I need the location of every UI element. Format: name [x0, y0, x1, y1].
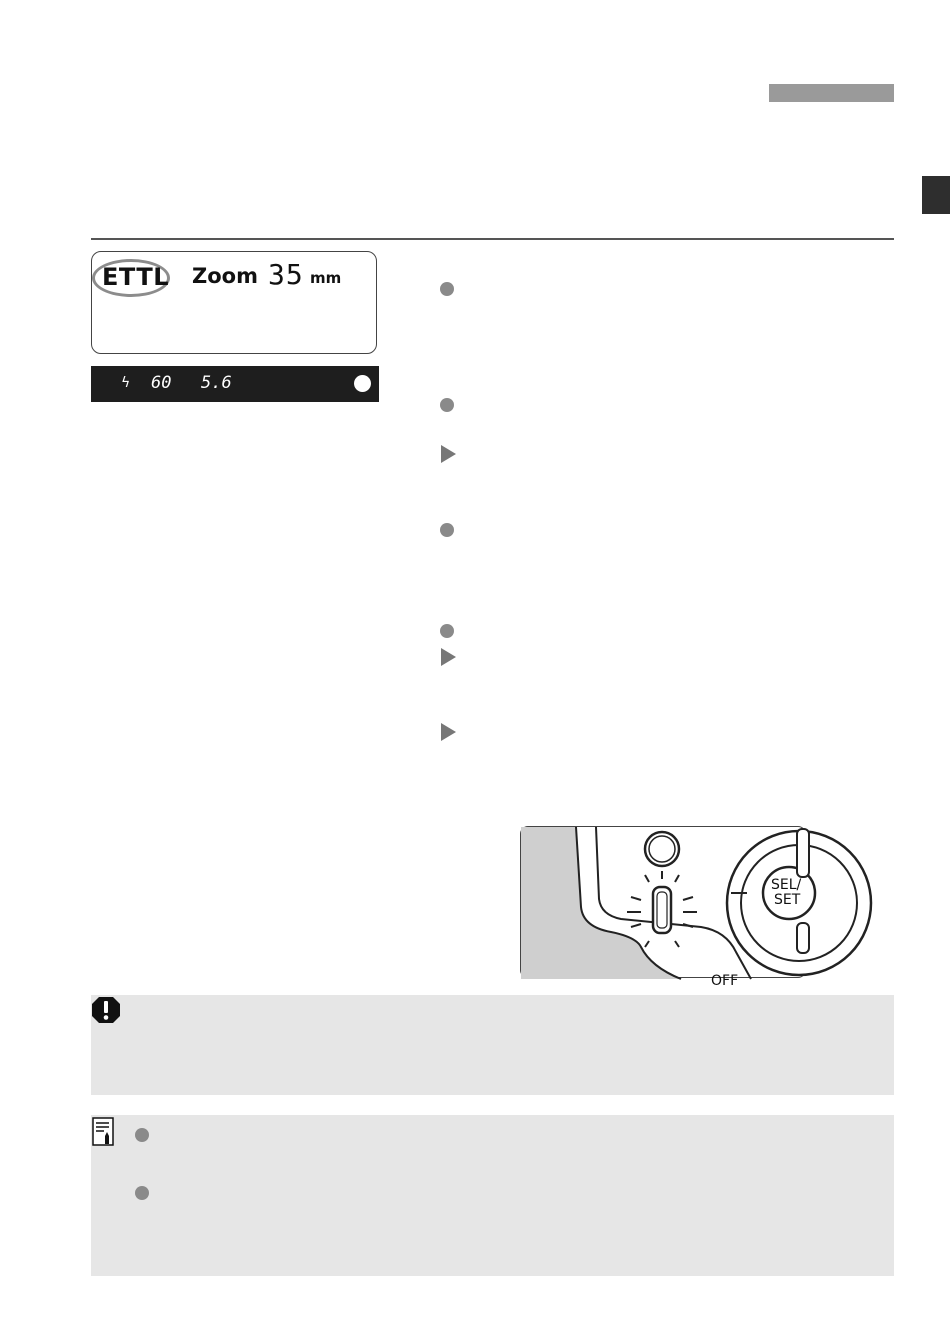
result-arrow: [441, 723, 456, 741]
note-bullet: [135, 1128, 149, 1142]
chapter-side-tab: [922, 176, 950, 214]
list-bullet: [440, 523, 454, 537]
camera-drawing: [521, 827, 807, 989]
viewfinder-display: [91, 366, 379, 402]
zoom-unit: mm: [310, 269, 342, 287]
list-bullet: [440, 398, 454, 412]
zoom-label: Zoom: [192, 264, 258, 288]
note-icon: [92, 1117, 116, 1147]
result-arrow: [441, 648, 456, 666]
list-bullet: [440, 282, 454, 296]
partial-switch-label: OFF: [711, 973, 739, 989]
note-box: [91, 1115, 894, 1276]
flash-icon: ϟ: [121, 375, 131, 391]
chapter-header-tab: [769, 84, 894, 102]
focus-confirmation-dot: [354, 375, 371, 392]
aperture-readout: 5.6: [201, 373, 232, 393]
sel-set-button-label-1: SEL/: [771, 877, 802, 893]
note-bullet: [135, 1186, 149, 1200]
caution-box: [91, 995, 894, 1095]
flash-mode-label: ETTL: [102, 263, 169, 291]
caution-icon: [91, 996, 121, 1024]
list-bullet: [440, 624, 454, 638]
sel-set-button-label-2: SET: [774, 892, 801, 908]
flash-lcd-panel: [91, 251, 377, 354]
result-arrow: [441, 445, 456, 463]
section-divider: [91, 238, 894, 240]
zoom-value: 35: [268, 258, 304, 291]
shutter-speed-readout: 60: [151, 373, 172, 393]
camera-back-illustration: [520, 826, 806, 989]
